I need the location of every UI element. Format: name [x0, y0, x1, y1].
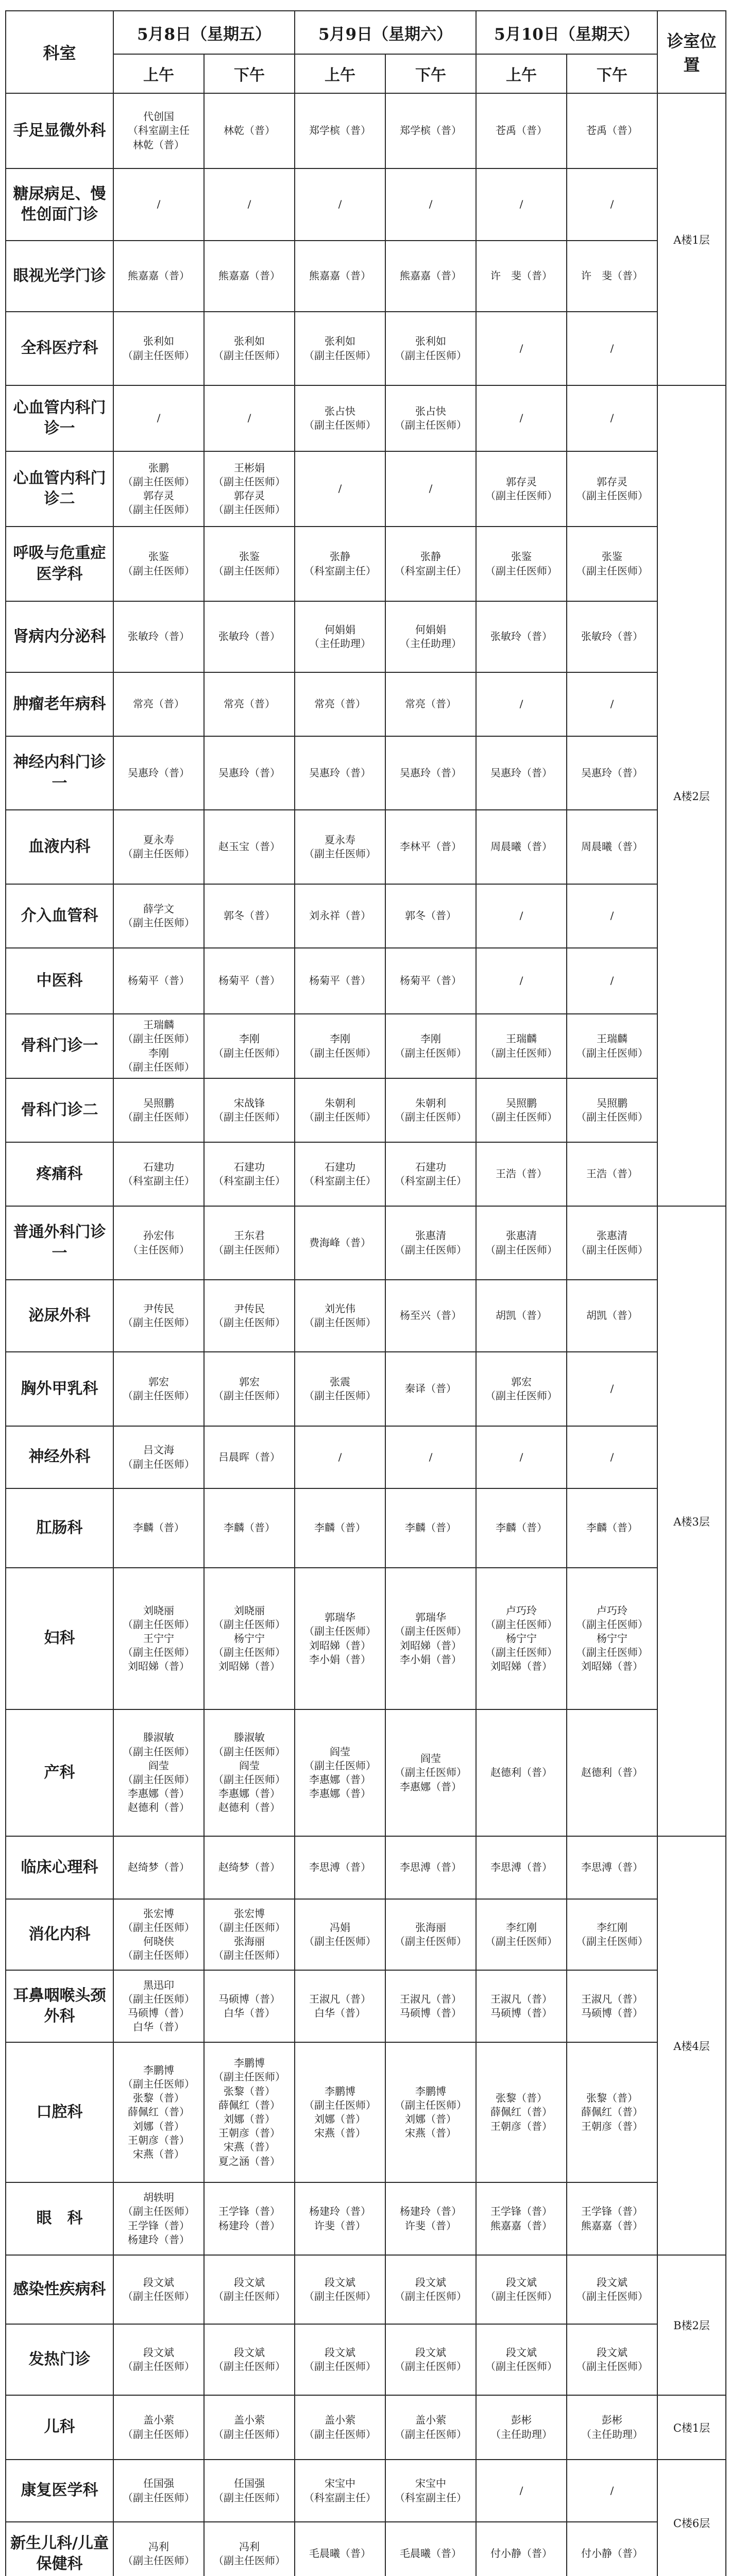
dept-name: 普通外科门诊一 — [6, 1206, 113, 1280]
doctor-cell: 宋宝中 （科室副主任） — [385, 2460, 476, 2522]
doctor-cell: 赵德利（普） — [476, 1709, 567, 1836]
doctor-cell: 张占快 （副主任医师） — [295, 385, 385, 451]
doctor-cell: 滕淑敏 （副主任医师） 阎莹 （副主任医师） 李惠娜（普） 赵德利（普） — [204, 1709, 295, 1836]
dept-name: 呼吸与危重症医学科 — [6, 527, 113, 601]
doctor-cell: 张静 （科室副主任） — [385, 527, 476, 601]
doctor-cell: 李麟（普） — [204, 1488, 295, 1568]
doctor-cell: 王淑凡（普） 马硕博（普） — [385, 1970, 476, 2042]
doctor-cell: 段文斌 （副主任医师） — [295, 2255, 385, 2324]
doctor-cell: 胡凯（普） — [567, 1280, 657, 1352]
dept-name: 全科医疗科 — [6, 312, 113, 385]
doctor-cell: 李红刚 （副主任医师） — [476, 1899, 567, 1970]
table-row — [6, 948, 726, 1014]
doctor-cell: 杨菊平（普） — [295, 948, 385, 1014]
doctor-cell: 李鹏博 （副主任医师） 刘娜（普） 宋燕（普） — [295, 2042, 385, 2182]
dept-name: 介入血管科 — [6, 884, 113, 948]
doctor-cell: 段文斌 （副主任医师） — [385, 2324, 476, 2395]
doctor-cell: 张海丽 （副主任医师） — [385, 1899, 476, 1970]
doctor-cell: / — [295, 168, 385, 241]
doctor-cell: 张鉴 （副主任医师） — [567, 527, 657, 601]
doctor-cell: / — [295, 1426, 385, 1488]
doctor-cell: 薛学文 （副主任医师） — [113, 884, 204, 948]
schedule-table — [5, 10, 726, 2576]
table-row — [6, 601, 726, 672]
doctor-cell: 张惠清 （副主任医师） — [476, 1206, 567, 1280]
doctor-cell: 朱朝利 （副主任医师） — [295, 1078, 385, 1142]
schedule-body — [6, 93, 726, 2576]
doctor-cell: 张惠清 （副主任医师） — [567, 1206, 657, 1280]
doctor-cell: 何娟娟 （主任助理） — [385, 601, 476, 672]
table-row — [6, 2460, 726, 2522]
table-row — [6, 1568, 726, 1709]
dept-name: 骨科门诊一 — [6, 1014, 113, 1078]
doctor-cell: 冯利 （副主任医师） — [113, 2522, 204, 2576]
doctor-cell: 卢巧玲 （副主任医师） 杨宁宁 （副主任医师） 刘昭娣（普） — [567, 1568, 657, 1709]
location-cell: A楼4层 — [657, 1836, 726, 2255]
doctor-cell: / — [476, 1426, 567, 1488]
doctor-cell: 石建功 （科室副主任） — [204, 1142, 295, 1206]
doctor-cell: 张震 （副主任医师） — [295, 1352, 385, 1426]
doctor-cell: 盖小萦 （副主任医师） — [204, 2395, 295, 2460]
doctor-cell: 李思溥（普） — [295, 1836, 385, 1899]
doctor-cell: 张宏博 （副主任医师） 张海丽 （副主任医师） — [204, 1899, 295, 1970]
doctor-cell: 熊嘉嘉（普） — [113, 241, 204, 312]
doctor-cell: 夏永寿 （副主任医师） — [295, 810, 385, 884]
doctor-cell: / — [567, 385, 657, 451]
table-row — [6, 2324, 726, 2395]
am-header: 上午 — [476, 54, 567, 93]
am-header: 上午 — [113, 54, 204, 93]
location-cell: C楼6层 — [657, 2460, 726, 2576]
table-row — [6, 2255, 726, 2324]
doctor-cell: 赵绮梦（普） — [113, 1836, 204, 1899]
table-row — [6, 241, 726, 312]
doctor-cell: 石建功 （科室副主任） — [113, 1142, 204, 1206]
doctor-cell: / — [476, 948, 567, 1014]
doctor-cell: / — [113, 168, 204, 241]
doctor-cell: 郑学槟（普） — [295, 93, 385, 168]
doctor-cell: 郭宏 （副主任医师） — [204, 1352, 295, 1426]
doctor-cell: 张鉴 （副主任医师） — [113, 527, 204, 601]
dept-name: 发热门诊 — [6, 2324, 113, 2395]
location-cell: A楼3层 — [657, 1206, 726, 1836]
doctor-cell: 李鹏博 （副主任医师） 张黎（普） 薛佩红（普） 刘娜（普） 王朝彦（普） 宋燕（普） — [113, 2042, 204, 2182]
doctor-cell: 李鹏博 （副主任医师） 刘娜（普） 宋燕（普） — [385, 2042, 476, 2182]
doctor-cell: 刘永祥（普） — [295, 884, 385, 948]
doctor-cell: 李红刚 （副主任医师） — [567, 1899, 657, 1970]
doctor-cell: 段文斌 （副主任医师） — [385, 2255, 476, 2324]
doctor-cell: 王瑞麟 （副主任医师） — [476, 1014, 567, 1078]
doctor-cell: 朱朝利 （副主任医师） — [385, 1078, 476, 1142]
doctor-cell: / — [385, 1426, 476, 1488]
dept-name: 神经内科门诊一 — [6, 736, 113, 810]
doctor-cell: 李思溥（普） — [476, 1836, 567, 1899]
doctor-cell: 段文斌 （副主任医师） — [567, 2255, 657, 2324]
doctor-cell: 王淑凡（普） 马硕博（普） — [476, 1970, 567, 2042]
dept-name: 妇科 — [6, 1568, 113, 1709]
table-row — [6, 2042, 726, 2182]
doctor-cell: 张黎（普） 薛佩红（普） 王朝彦（普） — [567, 2042, 657, 2182]
table-row — [6, 451, 726, 527]
doctor-cell: 熊嘉嘉（普） — [385, 241, 476, 312]
doctor-cell: 张鉴 （副主任医师） — [476, 527, 567, 601]
doctor-cell: 郑学槟（普） — [385, 93, 476, 168]
table-row — [6, 2395, 726, 2460]
doctor-cell: 熊嘉嘉（普） — [204, 241, 295, 312]
date-header: 5月9日（星期六） — [295, 11, 476, 54]
doctor-cell: 夏永寿 （副主任医师） — [113, 810, 204, 884]
doctor-cell: 张利如 （副主任医师） — [204, 312, 295, 385]
doctor-cell: 张敏玲（普） — [567, 601, 657, 672]
table-row — [6, 1280, 726, 1352]
dept-name: 泌尿外科 — [6, 1280, 113, 1352]
doctor-cell: 吴惠玲（普） — [295, 736, 385, 810]
doctor-cell: 杨菊平（普） — [204, 948, 295, 1014]
doctor-cell: / — [567, 2460, 657, 2522]
doctor-cell: 宋战锋 （副主任医师） — [204, 1078, 295, 1142]
doctor-cell: / — [567, 1426, 657, 1488]
table-row — [6, 385, 726, 451]
doctor-cell: 郭宏 （副主任医师） — [113, 1352, 204, 1426]
doctor-cell: 郭冬（普） — [385, 884, 476, 948]
dept-name: 眼视光学门诊 — [6, 241, 113, 312]
doctor-cell: 常亮（普） — [385, 672, 476, 736]
doctor-cell: 郭瑞华 （副主任医师） 刘昭娣（普） 李小娟（普） — [385, 1568, 476, 1709]
doctor-cell: 张黎（普） 薛佩红（普） 王朝彦（普） — [476, 2042, 567, 2182]
doctor-cell: 任国强 （副主任医师） — [204, 2460, 295, 2522]
pm-header: 下午 — [204, 54, 295, 93]
doctor-cell: 许 斐（普） — [567, 241, 657, 312]
doctor-cell: 张利如 （副主任医师） — [295, 312, 385, 385]
table-row — [6, 527, 726, 601]
doctor-cell: / — [476, 672, 567, 736]
doctor-cell: / — [476, 385, 567, 451]
doctor-cell: 段文斌 （副主任医师） — [476, 2255, 567, 2324]
location-cell: A楼2层 — [657, 385, 726, 1206]
doctor-cell: 李麟（普） — [476, 1488, 567, 1568]
dept-name: 儿科 — [6, 2395, 113, 2460]
doctor-cell: 彭彬 （主任助理） — [567, 2395, 657, 2460]
doctor-cell: / — [385, 451, 476, 527]
dept-name: 肿瘤老年病科 — [6, 672, 113, 736]
doctor-cell: 胡轶明 （副主任医师） 王学锋（普） 杨建玲（普） — [113, 2182, 204, 2255]
doctor-cell: 马硕博（普） 白华（普） — [204, 1970, 295, 2042]
doctor-cell: 李麟（普） — [385, 1488, 476, 1568]
doctor-cell: 李思溥（普） — [567, 1836, 657, 1899]
doctor-cell: 郭宏 （副主任医师） — [476, 1352, 567, 1426]
table-row — [6, 810, 726, 884]
doctor-cell: 常亮（普） — [204, 672, 295, 736]
doctor-cell: / — [385, 168, 476, 241]
table-row — [6, 1352, 726, 1426]
doctor-cell: 王浩（普） — [476, 1142, 567, 1206]
doctor-cell: 王东君 （副主任医师） — [204, 1206, 295, 1280]
doctor-cell: 李麟（普） — [567, 1488, 657, 1568]
doctor-cell: 张鉴 （副主任医师） — [204, 527, 295, 601]
table-row — [6, 312, 726, 385]
table-row — [6, 1142, 726, 1206]
doctor-cell: 吴照鹏 （副主任医师） — [567, 1078, 657, 1142]
am-header: 上午 — [295, 54, 385, 93]
doctor-cell: 张占快 （副主任医师） — [385, 385, 476, 451]
dept-column-header: 科室 — [6, 11, 113, 93]
doctor-cell: 孙宏伟 （主任医师） — [113, 1206, 204, 1280]
doctor-cell: 毛晨曦（普） — [385, 2522, 476, 2576]
doctor-cell: 赵绮梦（普） — [204, 1836, 295, 1899]
table-row — [6, 2182, 726, 2255]
table-row — [6, 1709, 726, 1836]
table-row — [6, 1014, 726, 1078]
doctor-cell: / — [567, 884, 657, 948]
doctor-cell: 盖小萦 （副主任医师） — [385, 2395, 476, 2460]
doctor-cell: 张敏玲（普） — [204, 601, 295, 672]
doctor-cell: / — [567, 1352, 657, 1426]
doctor-cell: 付小静（普） — [476, 2522, 567, 2576]
pm-header: 下午 — [567, 54, 657, 93]
dept-name: 疼痛科 — [6, 1142, 113, 1206]
dept-name: 肛肠科 — [6, 1488, 113, 1568]
doctor-cell: 吴惠玲（普） — [567, 736, 657, 810]
doctor-cell: 林乾（普） — [204, 93, 295, 168]
dept-name: 临床心理科 — [6, 1836, 113, 1899]
table-row — [6, 1206, 726, 1280]
dept-name: 中医科 — [6, 948, 113, 1014]
doctor-cell: 王淑凡（普） 白华（普） — [295, 1970, 385, 2042]
doctor-cell: 王淑凡（普） 马硕博（普） — [567, 1970, 657, 2042]
doctor-cell: 付小静（普） — [567, 2522, 657, 2576]
dept-name: 感染性疾病科 — [6, 2255, 113, 2324]
doctor-cell: 吴照鹏 （副主任医师） — [476, 1078, 567, 1142]
doctor-cell: 王彬娟 （副主任医师） 郭存灵 （副主任医师） — [204, 451, 295, 527]
table-row — [6, 1899, 726, 1970]
table-row — [6, 672, 726, 736]
doctor-cell: / — [476, 2460, 567, 2522]
doctor-cell: 李刚 （副主任医师） — [204, 1014, 295, 1078]
dept-name: 耳鼻咽喉头颈外科 — [6, 1970, 113, 2042]
dept-name: 肾病内分泌科 — [6, 601, 113, 672]
location-cell: A楼1层 — [657, 93, 726, 385]
doctor-cell: 杨至兴（普） — [385, 1280, 476, 1352]
doctor-cell: 王学锋（普） 杨建玲（普） — [204, 2182, 295, 2255]
doctor-cell: 杨菊平（普） — [385, 948, 476, 1014]
dept-name: 康复医学科 — [6, 2460, 113, 2522]
doctor-cell: 赵玉宝（普） — [204, 810, 295, 884]
doctor-cell: 黑迅印 （副主任医师） 马硕博（普） 白华（普） — [113, 1970, 204, 2042]
location-cell: C楼1层 — [657, 2395, 726, 2460]
doctor-cell: / — [204, 385, 295, 451]
table-row — [6, 736, 726, 810]
doctor-cell: 赵德利（普） — [567, 1709, 657, 1836]
date-header: 5月10日（星期天） — [476, 11, 657, 54]
table-row — [6, 1488, 726, 1568]
doctor-cell: 盖小萦 （副主任医师） — [295, 2395, 385, 2460]
doctor-cell: 任国强 （副主任医师） — [113, 2460, 204, 2522]
doctor-cell: 李思溥（普） — [385, 1836, 476, 1899]
doctor-cell: 段文斌 （副主任医师） — [476, 2324, 567, 2395]
doctor-cell: 张利如 （副主任医师） — [113, 312, 204, 385]
doctor-cell: 张敏玲（普） — [113, 601, 204, 672]
table-row — [6, 1970, 726, 2042]
doctor-cell: / — [567, 168, 657, 241]
doctor-cell: 盖小萦 （副主任医师） — [113, 2395, 204, 2460]
doctor-cell: 周晨曦（普） — [567, 810, 657, 884]
doctor-cell: 李麟（普） — [113, 1488, 204, 1568]
doctor-cell: 张利如 （副主任医师） — [385, 312, 476, 385]
doctor-cell: 石建功 （科室副主任） — [385, 1142, 476, 1206]
table-row — [6, 168, 726, 241]
doctor-cell: / — [567, 312, 657, 385]
dept-name: 糖尿病足、慢性创面门诊 — [6, 168, 113, 241]
table-row — [6, 1836, 726, 1899]
doctor-cell: 郭存灵 （副主任医师） — [567, 451, 657, 527]
doctor-cell: 吕文海 （副主任医师） — [113, 1426, 204, 1488]
doctor-cell: 刘晓丽 （副主任医师） 杨宁宁 （副主任医师） 刘昭娣（普） — [204, 1568, 295, 1709]
doctor-cell: 熊嘉嘉（普） — [295, 241, 385, 312]
doctor-cell: / — [476, 168, 567, 241]
table-row — [6, 884, 726, 948]
doctor-cell: 段文斌 （副主任医师） — [204, 2324, 295, 2395]
doctor-cell: 冯利 （副主任医师） — [204, 2522, 295, 2576]
doctor-cell: 李刚 （副主任医师） — [295, 1014, 385, 1078]
doctor-cell: 吴惠玲（普） — [385, 736, 476, 810]
dept-name: 心血管内科门诊二 — [6, 451, 113, 527]
doctor-cell: 张敏玲（普） — [476, 601, 567, 672]
doctor-cell: 胡凯（普） — [476, 1280, 567, 1352]
doctor-cell: 段文斌 （副主任医师） — [204, 2255, 295, 2324]
doctor-cell: / — [295, 451, 385, 527]
doctor-cell: 秦译（普） — [385, 1352, 476, 1426]
doctor-cell: / — [113, 385, 204, 451]
doctor-cell: 彭彬 （主任助理） — [476, 2395, 567, 2460]
doctor-cell: 宋宝中 （科室副主任） — [295, 2460, 385, 2522]
doctor-cell: 阎莹 （副主任医师） 李惠娜（普） 李惠娜（普） — [295, 1709, 385, 1836]
location-cell: B楼2层 — [657, 2255, 726, 2395]
doctor-cell: 李鹏博 （副主任医师） 张黎（普） 薛佩红（普） 刘娜（普） 王朝彦（普） 宋燕（普） 夏之涵（普） — [204, 2042, 295, 2182]
doctor-cell: 王瑞麟 （副主任医师） — [567, 1014, 657, 1078]
doctor-cell: 郭冬（普） — [204, 884, 295, 948]
dept-name: 胸外甲乳科 — [6, 1352, 113, 1426]
table-row — [6, 2522, 726, 2576]
doctor-cell: 王学锋（普） 熊嘉嘉（普） — [567, 2182, 657, 2255]
table-row — [6, 93, 726, 168]
dept-name: 新生儿科/儿童保健科 — [6, 2522, 113, 2576]
doctor-cell: 张静 （科室副主任） — [295, 527, 385, 601]
doctor-cell: 李林平（普） — [385, 810, 476, 884]
dept-name: 眼 科 — [6, 2182, 113, 2255]
doctor-cell: 杨菊平（普） — [113, 948, 204, 1014]
doctor-cell: 刘光伟 （副主任医师） — [295, 1280, 385, 1352]
doctor-cell: 段文斌 （副主任医师） — [113, 2324, 204, 2395]
doctor-cell: / — [476, 312, 567, 385]
doctor-cell: 吴照鹏 （副主任医师） — [113, 1078, 204, 1142]
doctor-cell: 许 斐（普） — [476, 241, 567, 312]
doctor-cell: 卢巧玲 （副主任医师） 杨宁宁 （副主任医师） 刘昭娣（普） — [476, 1568, 567, 1709]
doctor-cell: / — [567, 948, 657, 1014]
doctor-cell: / — [567, 672, 657, 736]
schedule-sheet — [5, 10, 725, 2576]
pm-header: 下午 — [385, 54, 476, 93]
doctor-cell: 郭瑞华 （副主任医师） 刘昭娣（普） 李小娟（普） — [295, 1568, 385, 1709]
doctor-cell: 张宏博 （副主任医师） 何晓侠 （副主任医师） — [113, 1899, 204, 1970]
doctor-cell: 苍禹（普） — [476, 93, 567, 168]
dept-name: 神经外科 — [6, 1426, 113, 1488]
table-row — [6, 1078, 726, 1142]
dept-name: 骨科门诊二 — [6, 1078, 113, 1142]
doctor-cell: 常亮（普） — [295, 672, 385, 736]
doctor-cell: 李刚 （副主任医师） — [385, 1014, 476, 1078]
doctor-cell: 王浩（普） — [567, 1142, 657, 1206]
dept-name: 手足显微外科 — [6, 93, 113, 168]
doctor-cell: 刘晓丽 （副主任医师） 王宁宁 （副主任医师） 刘昭娣（普） — [113, 1568, 204, 1709]
doctor-cell: 尹传民 （副主任医师） — [113, 1280, 204, 1352]
doctor-cell: 吴惠玲（普） — [476, 736, 567, 810]
doctor-cell: 王瑞麟 （副主任医师） 李刚 （副主任医师） — [113, 1014, 204, 1078]
doctor-cell: 石建功 （科室副主任） — [295, 1142, 385, 1206]
doctor-cell: / — [476, 884, 567, 948]
doctor-cell: 尹传民 （副主任医师） — [204, 1280, 295, 1352]
doctor-cell: 段文斌 （副主任医师） — [113, 2255, 204, 2324]
doctor-cell: 王学锋（普） 熊嘉嘉（普） — [476, 2182, 567, 2255]
table-row — [6, 1426, 726, 1488]
doctor-cell: 滕淑敏 （副主任医师） 阎莹 （副主任医师） 李惠娜（普） 赵德利（普） — [113, 1709, 204, 1836]
doctor-cell: 苍禹（普） — [567, 93, 657, 168]
dept-name: 产科 — [6, 1709, 113, 1836]
doctor-cell: 段文斌 （副主任医师） — [295, 2324, 385, 2395]
date-header: 5月8日（星期五） — [113, 11, 295, 54]
doctor-cell: 杨建玲（普） 许斐（普） — [295, 2182, 385, 2255]
doctor-cell: 张鹏 （副主任医师） 郭存灵 （副主任医师） — [113, 451, 204, 527]
doctor-cell: 张惠清 （副主任医师） — [385, 1206, 476, 1280]
doctor-cell: 冯娟 （副主任医师） — [295, 1899, 385, 1970]
dept-name: 口腔科 — [6, 2042, 113, 2182]
doctor-cell: 周晨曦（普） — [476, 810, 567, 884]
doctor-cell: 吴惠玲（普） — [113, 736, 204, 810]
doctor-cell: 阎莹 （副主任医师） 李惠娜（普） — [385, 1709, 476, 1836]
doctor-cell: / — [204, 168, 295, 241]
doctor-cell: 代创国 （科室副主任 林乾（普） — [113, 93, 204, 168]
doctor-cell: 郭存灵 （副主任医师） — [476, 451, 567, 527]
dept-name: 心血管内科门诊一 — [6, 385, 113, 451]
doctor-cell: 吕晨晖（普） — [204, 1426, 295, 1488]
dept-name: 消化内科 — [6, 1899, 113, 1970]
doctor-cell: 吴惠玲（普） — [204, 736, 295, 810]
doctor-cell: 杨建玲（普） 许斐（普） — [385, 2182, 476, 2255]
doctor-cell: 何娟娟 （主任助理） — [295, 601, 385, 672]
doctor-cell: 费海峰（普） — [295, 1206, 385, 1280]
doctor-cell: 毛晨曦（普） — [295, 2522, 385, 2576]
doctor-cell: 常亮（普） — [113, 672, 204, 736]
doctor-cell: 李麟（普） — [295, 1488, 385, 1568]
location-column-header: 诊室位置 — [657, 11, 726, 93]
doctor-cell: 段文斌 （副主任医师） — [567, 2324, 657, 2395]
dept-name: 血液内科 — [6, 810, 113, 884]
